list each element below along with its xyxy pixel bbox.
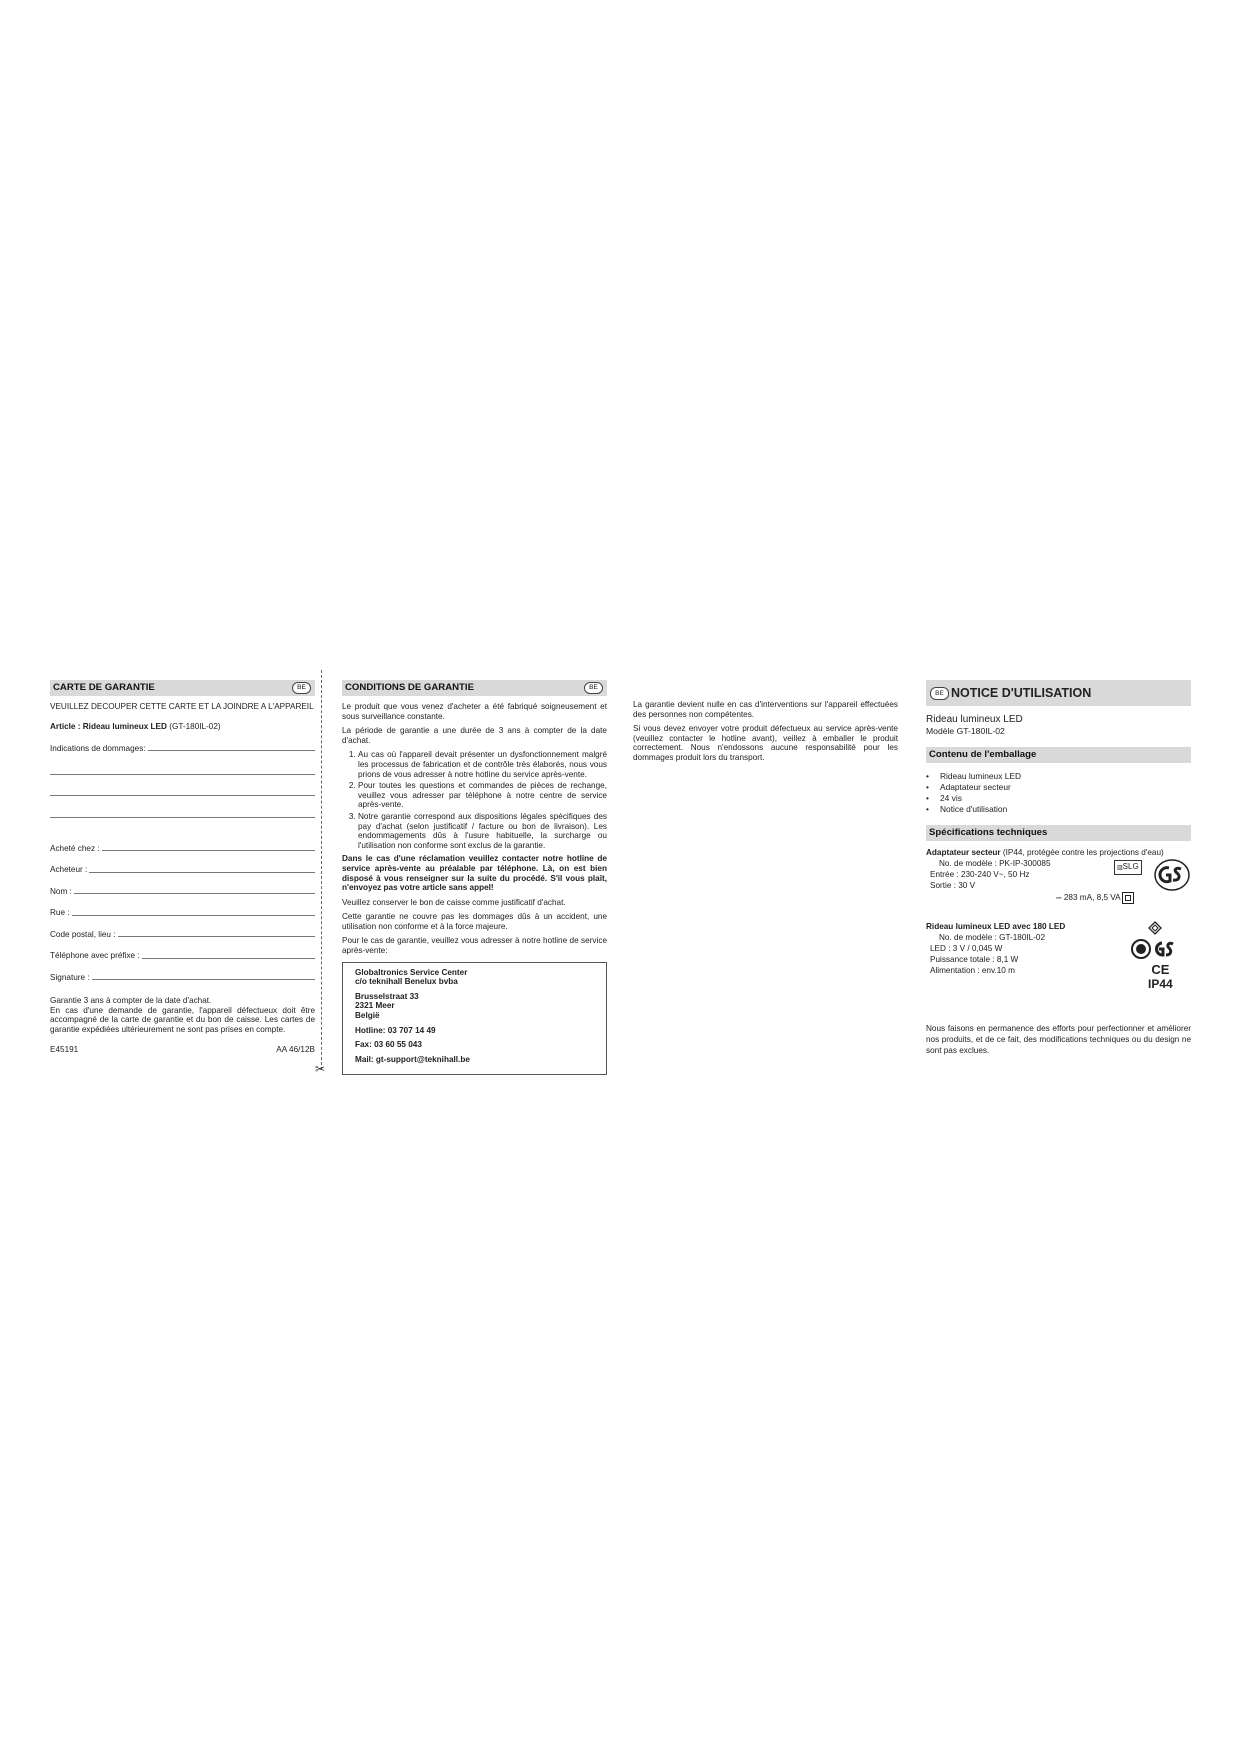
tuv-icon — [1131, 939, 1151, 959]
damage-line[interactable] — [148, 750, 315, 751]
conditions-p4: Cette garantie ne couvre pas les dommages dûs à un accident, une utilisation non conforme et à la force majeure. — [342, 912, 607, 931]
address-line: Brusselstraat 33 — [355, 991, 419, 1001]
conditions-p3: Veuillez conserver le bon de caisse comme justificatif d'achat. — [342, 897, 566, 907]
specs-title: Spécifications techniques — [929, 827, 1048, 838]
list-item: • Adaptateur secteur — [926, 782, 1011, 792]
slg-label: SLG — [1122, 862, 1139, 871]
curtain-model: No. de modèle : GT-180IL-02 — [939, 933, 1046, 942]
list-item-label: Rideau lumineux LED — [940, 771, 1022, 781]
list-item: 3. Notre garantie correspond aux dispositions légales spécifiques des pay d'achat (selon justificatif / facture ou bon de livraison). Les endommagements dûs à l'usure habituelle, la surcharge ou l'utilisation non conforme sont exclus de la garantie. — [358, 812, 607, 850]
conditions-list — [342, 750, 607, 850]
article-label: Article : — [50, 721, 81, 731]
conditions-p5: Pour le cas de garantie, veuillez vous adresser à notre hotline de service après-vente: — [342, 936, 607, 956]
adapter-note: (IP44, protégée contre les projections d'eau) — [1002, 848, 1164, 857]
gs-icon — [1153, 939, 1175, 959]
address-line: België — [355, 1011, 380, 1021]
service-address-box — [342, 962, 607, 1075]
field-label: Rue : — [50, 908, 70, 918]
bold-notice: Dans le cas d'une réclamation veuillez contacter notre hotline de service après-vente au préalable par téléphone. Là, on est bien disposé à vous renseigner sur la suite du procédé. S'il vous plaît, n'envoyez pas votre article sans appel! — [342, 854, 607, 893]
list-item-label: Notice d'utilisation — [940, 804, 1008, 814]
curtain-specs — [926, 921, 1191, 1001]
field-purchased-at[interactable] — [50, 832, 315, 854]
curtain-label: Rideau lumineux LED avec 180 LED — [926, 922, 1066, 931]
code-left: E45191 — [50, 1044, 79, 1054]
product-name: Rideau lumineux LED — [926, 714, 1023, 725]
field-line[interactable] — [72, 915, 315, 916]
field-line[interactable] — [92, 979, 315, 980]
diamond-icon — [1148, 921, 1162, 935]
field-line[interactable] — [102, 850, 315, 851]
specs-header — [926, 825, 1191, 841]
field-postal-code[interactable] — [50, 918, 315, 940]
class-iii-icon — [1148, 921, 1162, 938]
output-value: 283 mA, 8,5 VA — [1063, 893, 1121, 903]
curtain-supply: Alimentation : env.10 m — [930, 966, 1015, 975]
list-item: • 24 vis — [926, 793, 962, 803]
damage-label: Indications de dommages: — [50, 743, 146, 753]
conditions-header — [342, 680, 607, 696]
slg-mark — [1114, 860, 1142, 875]
adapter-model: No. de modèle : PK-IP-300085 — [939, 859, 1051, 868]
manual-note: Nous faisons en permanence des efforts pour perfectionner et améliorer nos produits, et de ce fait, des modifications techniques ou du design ne sont pas exclues. — [926, 1024, 1191, 1055]
continuation-p1: La garantie devient nulle en cas d'interventions sur l'appareil effectuées des personnes non compétentes. — [633, 700, 898, 719]
hotline: Hotline: 03 707 14 49 — [355, 1025, 436, 1035]
adapter-specs — [926, 847, 1191, 915]
list-item-label: Adaptateur secteur — [940, 782, 1011, 792]
mail: Mail: gt-support@teknihall.be — [355, 1054, 470, 1064]
field-label: Nom : — [50, 886, 72, 896]
field-signature[interactable] — [50, 961, 315, 983]
country-badge: BE — [584, 682, 603, 694]
product-model: Modèle GT-180IL-02 — [926, 726, 1005, 736]
list-item-label: 24 vis — [940, 793, 962, 803]
gs-mark-icon — [1154, 859, 1190, 894]
slg-icon: ▥SLG — [1114, 860, 1142, 875]
conditions-p1: Le produit que vous venez d'acheter a été fabriqué soigneusement et sous surveillance constante. — [342, 702, 607, 721]
dc-symbol-icon: ⎓ — [1056, 895, 1062, 903]
field-label: Signature : — [50, 972, 90, 982]
curtain-power: Puissance totale : 8,1 W — [930, 955, 1019, 964]
adapter-output: Sortie : 30 V — [930, 881, 976, 890]
country-badge: BE — [292, 682, 311, 694]
warranty-card — [50, 680, 315, 1054]
list-item: 2. Pour toutes les questions et commandes de pièces de rechange, veuillez vous adresser par téléphone à notre centre de service après-vente. — [358, 781, 607, 810]
double-insulation-icon — [1122, 892, 1134, 904]
list-item: • Rideau lumineux LED — [926, 771, 1022, 781]
damage-field[interactable] — [50, 741, 315, 753]
field-name[interactable] — [50, 875, 315, 897]
field-line[interactable] — [142, 958, 315, 959]
address-line: c/o teknihall Benelux bvba — [355, 977, 458, 987]
warranty-conditions — [342, 680, 607, 1075]
scissors-icon: ✂ — [315, 1062, 326, 1076]
country-badge: BE — [930, 687, 949, 700]
warranty-card-title: CARTE DE GARANTIE — [53, 682, 155, 693]
damage-line-3[interactable] — [50, 775, 315, 797]
ip44-label: IP44 — [1148, 977, 1173, 991]
curtain-led: LED : 3 V / 0,045 W — [930, 944, 1003, 953]
code-right: AA 46/12B — [276, 1044, 315, 1054]
contents-title: Contenu de l'emballage — [929, 749, 1037, 760]
contents-header — [926, 747, 1191, 763]
conditions-title: CONDITIONS DE GARANTIE — [345, 682, 474, 693]
conditions-continued — [633, 700, 898, 768]
list-item: 1. Au cas où l'appareil devait présenter un dysfonctionnement malgré les processus de fabrication et de contrôle très élaborés, nous vous prions de vous adresser à notre hotline du service après-vente. — [358, 750, 607, 779]
field-phone[interactable] — [50, 939, 315, 961]
list-item: • Notice d'utilisation — [926, 804, 1008, 814]
warranty-card-header — [50, 680, 315, 696]
field-line[interactable] — [89, 872, 315, 873]
guarantee-text-2: En cas d'une demande de garantie, l'appareil défectueux doit être accompagné de la carte de garantie et du bon de caisse. Les cartes de garantie expédiées ultérieurement ne sont pas prises en compte. — [50, 1005, 315, 1034]
gs-icon — [1154, 859, 1190, 891]
contents-list — [926, 771, 1191, 815]
article-line — [50, 722, 315, 732]
ce-ip-marks — [1148, 963, 1173, 991]
cut-line — [321, 670, 322, 1070]
certification-icons — [1131, 939, 1175, 962]
cut-instruction: VEUILLEZ DECOUPER CETTE CARTE ET LA JOINDRE A L'APPAREIL — [50, 702, 314, 711]
field-label: Code postal, lieu : — [50, 929, 116, 939]
damage-line-4[interactable] — [50, 796, 315, 818]
adapter-input: Entrée : 230-240 V~, 50 Hz — [930, 870, 1030, 879]
adapter-label: Adaptateur secteur — [926, 848, 1001, 857]
damage-line-2[interactable] — [50, 753, 315, 775]
ce-mark-icon: CE — [1151, 962, 1170, 977]
guarantee-text: Garantie 3 ans à compter de la date d'achat. — [50, 996, 212, 1006]
continuation-p2: Si vous devez envoyer votre produit défectueux au service après-vente (veuillez contacter le hotline avant), veillez à emballer le produit correctement. Nous n'endossons aucune responsabilité pour les dommages produit lors du transport. — [633, 724, 898, 762]
user-manual — [926, 680, 1191, 1061]
address-line: 2321 Meer — [355, 1001, 395, 1011]
field-line[interactable] — [118, 936, 315, 937]
article-code: (GT-180IL-02) — [169, 721, 221, 731]
field-label: Acheteur : — [50, 865, 88, 875]
address-line: Globaltronics Service Center — [355, 967, 468, 977]
adapter-output-right — [1056, 892, 1134, 904]
conditions-p2: La période de garantie a une durée de 3 ans à compter de la date d'achat. — [342, 726, 607, 745]
field-label: Acheté chez : — [50, 843, 100, 853]
manual-header — [926, 680, 1191, 706]
fax: Fax: 03 60 55 043 — [355, 1040, 422, 1050]
field-street[interactable] — [50, 896, 315, 918]
card-footer — [50, 1045, 315, 1055]
article-name: Rideau lumineux LED — [82, 721, 167, 731]
field-line[interactable] — [74, 893, 315, 894]
field-buyer[interactable] — [50, 853, 315, 875]
field-label: Téléphone avec préfixe : — [50, 951, 140, 961]
manual-title: NOTICE D'UTILISATION — [951, 686, 1092, 700]
